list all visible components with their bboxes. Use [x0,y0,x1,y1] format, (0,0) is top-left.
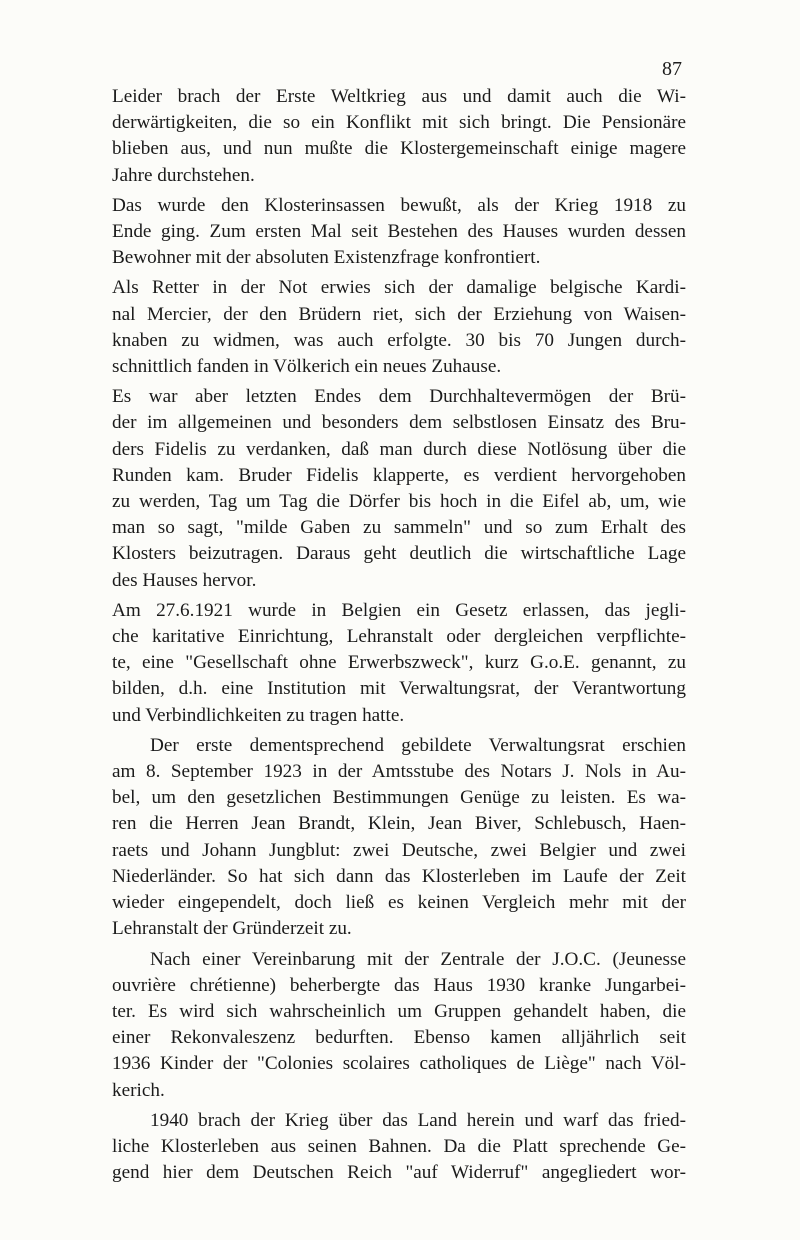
body-text [112,84,686,1190]
text-line: und Verbindlichkeiten zu tragen hatte. [112,704,405,726]
text-line: Der erste dementsprechend gebildete Verwaltungsrat erschien [150,734,686,756]
text-line: des Hauses hervor. [112,569,257,591]
text-line: Leider brach der Erste Weltkrieg aus und damit auch die Wi- [112,86,686,107]
text-line: Lehranstalt der Gründerzeit zu. [112,918,352,940]
text-line: der im allgemeinen und besonders dem selbstlosen Einsatz des Bru- [112,412,686,434]
text-line: ren die Herren Jean Brandt, Klein, Jean Biver, Schlebusch, Haen- [112,813,686,835]
text-line: Klosters beizutragen. Daraus geht deutlich die wirtschaftliche Lage [112,543,686,565]
paragraph [112,84,686,189]
text-line: bel, um den gesetzlichen Bestimmungen Genüge zu leisten. Es wa- [112,787,686,809]
text-line: Runden kam. Bruder Fidelis klapperte, es verdient hervorgehoben [112,464,686,486]
text-line: bilden, d.h. eine Institution mit Verwaltungsrat, der Verantwortung [112,678,686,700]
paragraph [112,384,686,594]
text-line: knaben zu widmen, was auch erfolgte. 30 bis 70 Jungen durch- [112,329,686,351]
text-line: te, eine "Gesellschaft ohne Erwerbszweck", kurz G.o.E. genannt, zu [112,652,686,674]
paragraph [112,1108,686,1187]
text-line: schnittlich fanden in Völkerich ein neues Zuhause. [112,356,502,378]
text-line: nal Mercier, der den Brüdern riet, sich der Erziehung von Waisen- [112,303,686,325]
text-line: Am 27.6.1921 wurde in Belgien ein Gesetz erlassen, das jegli- [112,599,686,621]
text-line: am 8. September 1923 in der Amtsstube des Notars J. Nols in Au- [112,761,686,783]
paragraph [112,733,686,943]
paragraph [112,598,686,729]
text-line: Das wurde den Klosterinsassen bewußt, als der Krieg 1918 zu [112,194,686,216]
text-line: Ende ging. Zum ersten Mal seit Bestehen des Hauses wurden dessen [112,221,686,243]
text-line: blieben aus, und nun mußte die Klostergemeinschaft einige magere [112,138,686,160]
paragraph [112,947,686,1104]
text-line: ouvrière chrétienne) beherbergte das Haus 1930 kranke Jungarbei- [112,974,686,996]
text-line: Es war aber letzten Endes dem Durchhaltevermögen der Brü- [112,386,686,408]
text-line: zu werden, Tag um Tag die Dörfer bis hoch in die Eifel ab, um, wie [112,491,686,513]
paragraph [112,193,686,272]
text-line: liche Klosterleben aus seinen Bahnen. Da die Platt sprechende Ge- [112,1135,686,1157]
text-line: raets und Johann Jungblut: zwei Deutsche, zwei Belgier und zwei [112,839,686,861]
text-line: Nach einer Vereinbarung mit der Zentrale der J.O.C. (Jeunesse [150,948,686,970]
text-line: che karitative Einrichtung, Lehranstalt oder dergleichen verpflichte- [112,626,686,648]
text-line: Niederländer. So hat sich dann das Klosterleben im Laufe der Zeit [112,865,686,887]
page-number: 87 [662,58,682,80]
text-line: man so sagt, "milde Gaben zu sammeln" und so zum Erhalt des [112,517,686,539]
text-line: Als Retter in der Not erwies sich der damalige belgische Kardi- [112,277,686,299]
text-line: 1940 brach der Krieg über das Land herein und warf das fried- [150,1109,686,1131]
text-line: Jahre durchstehen. [112,164,255,186]
paragraph [112,275,686,380]
text-line: derwärtigkeiten, die so ein Konflikt mit sich bringt. Die Pensionäre [112,112,686,134]
text-line: gend hier dem Deutschen Reich "auf Widerruf" angegliedert wor- [112,1162,686,1184]
text-line: wieder eingependelt, doch ließ es keinen Vergleich mehr mit der [112,892,686,914]
text-line: einer Rekonvaleszenz bedurften. Ebenso kamen alljährlich seit [112,1027,686,1049]
text-line: ders Fidelis zu verdanken, daß man durch diese Notlösung über die [112,438,686,460]
text-line: kerich. [112,1079,165,1101]
text-line: 1936 Kinder der "Colonies scolaires catholiques de Liège" nach Völ- [112,1053,686,1075]
text-line: Bewohner mit der absoluten Existenzfrage konfrontiert. [112,247,541,269]
text-line: ter. Es wird sich wahrscheinlich um Gruppen gehandelt haben, die [112,1000,686,1022]
